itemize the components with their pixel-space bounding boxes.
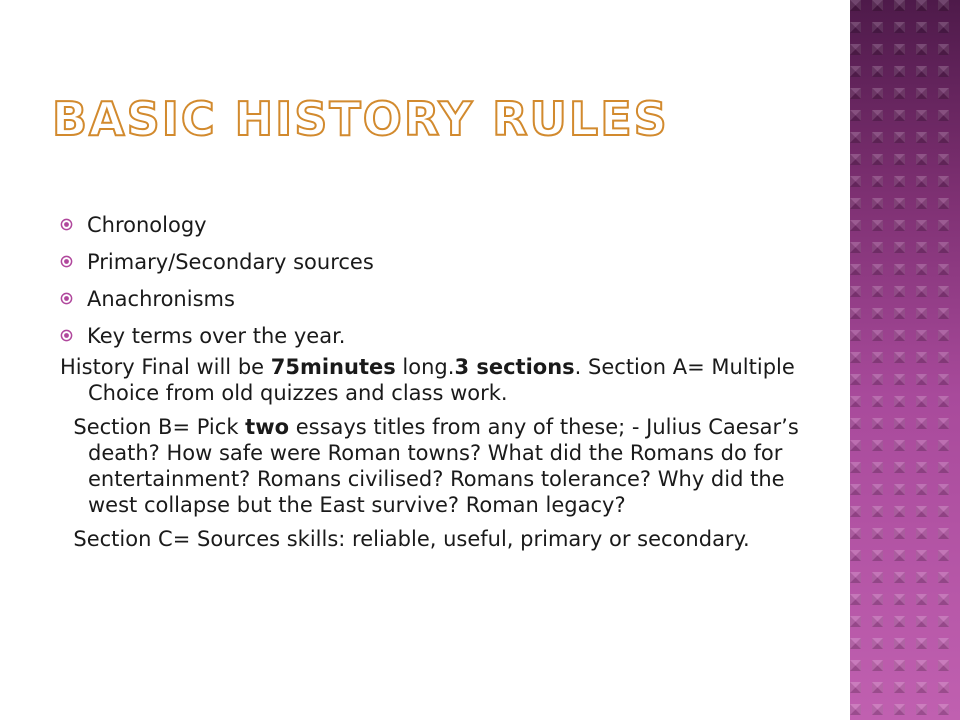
final-exam-paragraph [60,354,830,406]
final-middle: long. [395,355,455,379]
circled-dot-icon [60,218,73,231]
bullet-item-sources [60,243,830,280]
slide-title: BASIC HISTORY RULES [52,92,669,146]
bullet-list [60,206,830,354]
circled-dot-icon [60,292,73,305]
bullet-text: Primary/Secondary sources [87,249,374,274]
bullet-text: Chronology [87,212,207,237]
bullet-item-anachronisms [60,280,830,317]
section-b-paragraph [60,414,830,518]
bullet-text: Anachronisms [87,286,235,311]
circled-dot-icon [60,255,73,268]
slide-body [60,206,830,552]
section-b-prefix: Section B= Pick [60,415,246,439]
bullet-text: Key terms over the year. [87,323,346,348]
final-prefix: History Final will be [60,355,271,379]
final-duration: 75minutes [270,355,396,379]
section-c-text: Section C= Sources skills: reliable, useful, primary or secondary. [60,527,750,551]
section-b-suffix: essays titles from any of these; - Julius Caesar’s death? How safe were Roman towns? What did the Romans do for entertainment? Romans civilised? Romans tolerance? Why did the west collapse but the East survive? Roman legacy? [88,415,799,517]
circled-dot-icon [60,329,73,342]
section-c-paragraph [60,526,830,552]
final-suffix: . Section A= Multiple Choice from old quizzes and class work. [88,355,795,405]
final-sections: 3 sections [454,355,575,379]
section-b-bold: two [245,415,290,439]
decorative-side-band [850,0,960,720]
bullet-item-chronology [60,206,830,243]
bullet-item-key-terms [60,317,830,354]
